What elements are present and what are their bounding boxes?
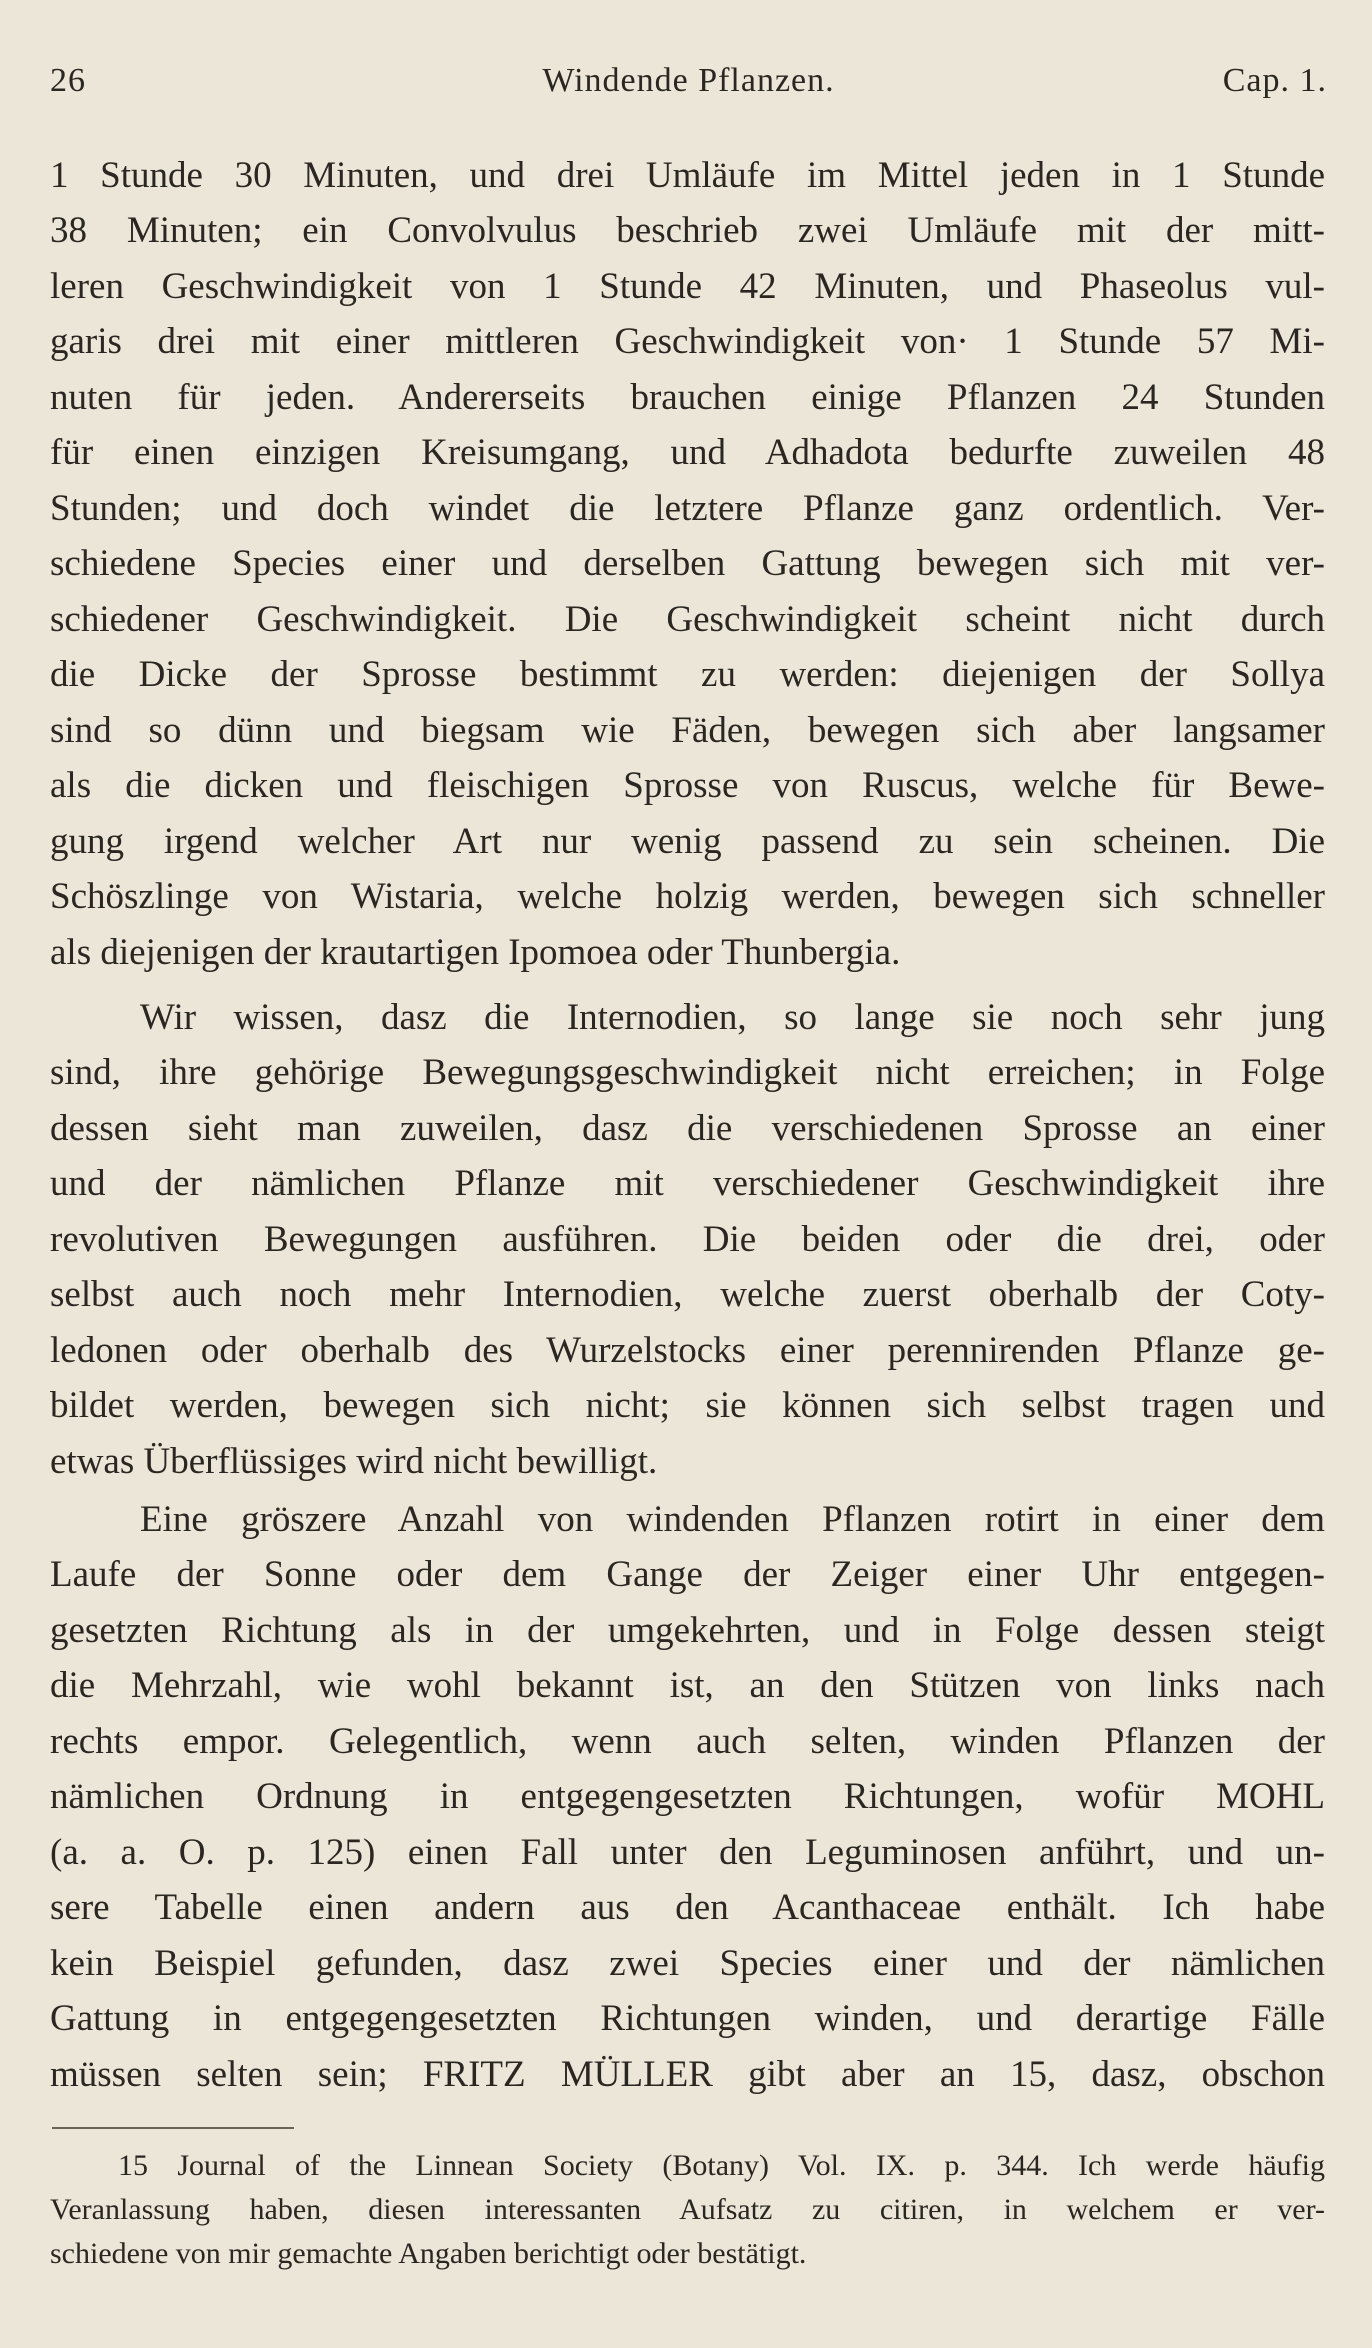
text-line: müssen selten sein; FRITZ MÜLLER gibt aber an 15, dasz, obschon	[50, 2054, 1325, 2095]
text-line: selbst auch noch mehr Internodien, welche zuerst oberhalb der Coty-	[50, 1274, 1325, 1315]
text-line: sind so dünn und biegsam wie Fäden, bewegen sich aber langsamer	[50, 710, 1325, 751]
footnote-line: schiedene von mir gemachte Angaben berichtigt oder bestätigt.	[50, 2237, 807, 2270]
text-line: (a. a. O. p. 125) einen Fall unter den Leguminosen anführt, und un-	[50, 1832, 1325, 1873]
text-line: 38 Minuten; ein Convolvulus beschrieb zwei Umläufe mit der mitt-	[50, 210, 1325, 251]
text-line: gung irgend welcher Art nur wenig passend zu sein scheinen. Die	[50, 821, 1325, 862]
text-line: rechts empor. Gelegentlich, wenn auch selten, winden Pflanzen der	[50, 1721, 1325, 1762]
text-line: schiedener Geschwindigkeit. Die Geschwindigkeit scheint nicht durch	[50, 599, 1325, 640]
text-line: für einen einzigen Kreisumgang, und Adhadota bedurfte zuweilen 48	[50, 432, 1325, 473]
text-line: revolutiven Bewegungen ausführen. Die beiden oder die drei, oder	[50, 1219, 1325, 1260]
text-line: kein Beispiel gefunden, dasz zwei Species einer und der nämlichen	[50, 1943, 1325, 1984]
text-line: schiedene Species einer und derselben Gattung bewegen sich mit ver-	[50, 543, 1325, 584]
text-line: Eine gröszere Anzahl von windenden Pflanzen rotirt in einer dem	[140, 1499, 1325, 1540]
running-header	[50, 62, 1327, 112]
text-line: Stunden; und doch windet die letztere Pflanze ganz ordentlich. Ver-	[50, 488, 1325, 529]
text-line: als diejenigen der krautartigen Ipomoea oder Thunbergia.	[50, 932, 901, 973]
text-line: 1 Stunde 30 Minuten, und drei Umläufe im Mittel jeden in 1 Stunde	[50, 155, 1325, 196]
running-title: Windende Pflanzen.	[542, 62, 835, 99]
text-line: und der nämlichen Pflanze mit verschiedener Geschwindigkeit ihre	[50, 1163, 1325, 1204]
text-line: die Dicke der Sprosse bestimmt zu werden: diejenigen der Sollya	[50, 654, 1325, 695]
text-line: Laufe der Sonne oder dem Gange der Zeiger einer Uhr entgegen-	[50, 1554, 1325, 1595]
text-line: garis drei mit einer mittleren Geschwindigkeit von· 1 Stunde 57 Mi-	[50, 321, 1325, 362]
footnote-line: 15 Journal of the Linnean Society (Botany) Vol. IX. p. 344. Ich werde häufig	[118, 2149, 1325, 2182]
text-line: nämlichen Ordnung in entgegengesetzten Richtungen, wofür MOHL	[50, 1776, 1325, 1817]
text-line: sere Tabelle einen andern aus den Acanthaceae enthält. Ich habe	[50, 1887, 1325, 1928]
text-line: bildet werden, bewegen sich nicht; sie können sich selbst tragen und	[50, 1385, 1325, 1426]
text-line: nuten für jeden. Andererseits brauchen einige Pflanzen 24 Stunden	[50, 377, 1325, 418]
text-line: als die dicken und fleischigen Sprosse von Ruscus, welche für Bewe-	[50, 765, 1325, 806]
text-line: die Mehrzahl, wie wohl bekannt ist, an den Stützen von links nach	[50, 1665, 1325, 1706]
text-line: ledonen oder oberhalb des Wurzelstocks einer perennirenden Pflanze ge-	[50, 1330, 1325, 1371]
text-line: Wir wissen, dasz die Internodien, so lange sie noch sehr jung	[140, 997, 1325, 1038]
text-line: Schöszlinge von Wistaria, welche holzig werden, bewegen sich schneller	[50, 876, 1325, 917]
text-line: Gattung in entgegengesetzten Richtungen winden, und derartige Fälle	[50, 1998, 1325, 2039]
text-line: etwas Überflüssiges wird nicht bewilligt.	[50, 1441, 658, 1482]
page-number: 26	[50, 62, 86, 99]
chapter-label: Cap. 1.	[1222, 62, 1327, 99]
text-line: leren Geschwindigkeit von 1 Stunde 42 Minuten, und Phaseolus vul-	[50, 266, 1325, 307]
footnote-line: Veranlassung haben, diesen interessanten Aufsatz zu citiren, in welchem er ver-	[50, 2193, 1325, 2226]
text-line: dessen sieht man zuweilen, dasz die verschiedenen Sprosse an einer	[50, 1108, 1325, 1149]
text-line: gesetzten Richtung als in der umgekehrten, und in Folge dessen steigt	[50, 1610, 1325, 1651]
footnote-divider	[52, 2127, 294, 2129]
text-line: sind, ihre gehörige Bewegungsgeschwindigkeit nicht erreichen; in Folge	[50, 1052, 1325, 1093]
